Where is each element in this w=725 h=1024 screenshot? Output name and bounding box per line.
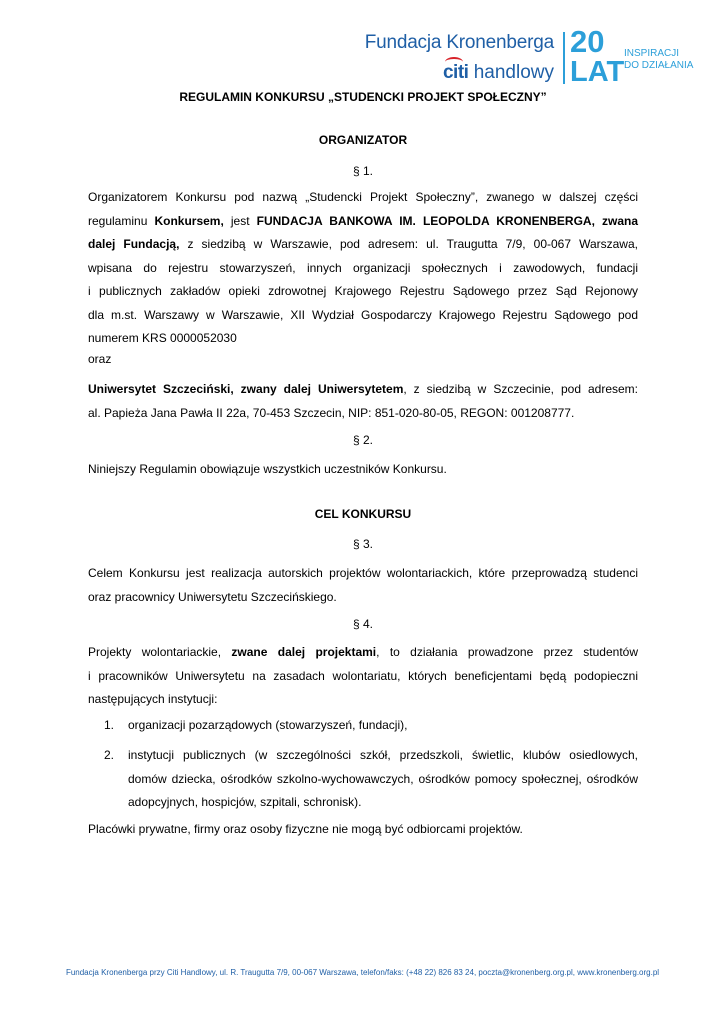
p1-line-5: i publicznych zakładów opieki zdrowotnej Krajowego Rejestru Sądowego przez Sąd Rejonowy	[88, 284, 638, 298]
document-title: REGULAMIN KONKURSU „STUDENCKI PROJEKT SPOŁECZNY”	[179, 90, 547, 104]
list-item: organizacji pozarządowych (stowarzyszeń, fundacji),	[128, 718, 408, 732]
list-item: instytucji publicznych (w szczególności szkół, przedszkoli, świetlic, klubów osiedlowych, domów dziecka, ośrodków szkolno-wychowawczych, ośrodków pomocy społecznej, ośrodków adopcyjnych, hospicjów, szpitali, schronisk).	[128, 748, 638, 809]
logo-tagline: INSPIRACJI DO DZIAŁANIA	[624, 48, 694, 71]
logo-text-block	[365, 30, 554, 86]
section-heading-organizator: ORGANIZATOR	[318, 133, 408, 147]
p3-line-1: Celem Konkursu jest realizacja autorskich projektów wolontariackich, które przeprowadzą studenci	[88, 566, 638, 580]
p1-line-3: dalej Fundacją, z siedzibą w Warszawie, pod adresem: ul. Traugutta 7/9, 00-067 Warszawa,	[88, 237, 638, 251]
paragraph-3	[88, 562, 638, 609]
p1-line-4: wpisana do rejestru stowarzyszeń, innych organizacji społecznych i zawodowych, fundacji	[88, 260, 638, 275]
logo-citi-handlowy	[365, 60, 554, 86]
paragraph-mark-4: § 4.	[352, 617, 373, 631]
p3-line-2: oraz pracownicy Uniwersytetu Szczecińskiego.	[88, 589, 337, 604]
paragraph-mark-3: § 3.	[352, 537, 373, 551]
p1-line-6: dla m.st. Warszawy w Warszawie, XII Wydział Gospodarczy Krajowego Rejestru Sądowego pod	[88, 307, 638, 322]
univ-line-2: al. Papieża Jana Pawła II 22a, 70-453 Szczecin, NIP: 851-020-80-05, REGON: 001208777.	[88, 405, 575, 420]
logo-handlowy: handlowy	[473, 62, 554, 83]
paragraph-mark-2: § 2.	[352, 433, 373, 447]
paragraph-1	[88, 186, 638, 351]
logo-20: 20	[570, 24, 605, 59]
logo-divider	[563, 32, 565, 84]
citi-wordmark: citi	[443, 62, 468, 83]
paragraph-2: Niniejszy Regulamin obowiązuje wszystkich uczestników Konkursu.	[88, 462, 447, 476]
list-number: 2.	[104, 748, 115, 762]
list-number: 1.	[104, 718, 115, 732]
section-heading-cel: CEL KONKURSU	[314, 507, 412, 521]
citi-arc-icon	[445, 57, 463, 67]
header-logo	[364, 24, 712, 88]
p1-line-1: Organizatorem Konkursu pod nazwą „Studencki Projekt Społeczny”, zwanego w dalszej części	[88, 190, 638, 204]
p4-line-2: i pracowników Uniwersytetu na zasadach wolontariatu, których beneficjentami będą podopieczni	[88, 668, 638, 683]
p1-line-7: numerem KRS 0000052030	[88, 331, 237, 345]
p4-line-1: Projekty wolontariackie, zwane dalej projektami, to działania prowadzone przez studentów	[88, 645, 638, 659]
paragraph-4	[88, 641, 638, 712]
closing-paragraph: Placówki prywatne, firmy oraz osoby fizyczne nie mogą być odbiorcami projektów.	[88, 822, 523, 836]
university-paragraph	[88, 378, 638, 425]
logo-fundacja-kronenberga: Fundacja Kronenberga	[364, 32, 554, 53]
logo-lat: LAT	[570, 56, 625, 88]
paragraph-mark-1: § 1.	[352, 164, 373, 178]
univ-line-1: Uniwersytet Szczeciński, zwany dalej Uniwersytetem, z siedzibą w Szczecinie, pod adresem:	[88, 382, 639, 396]
page-footer: Fundacja Kronenberga przy Citi Handlowy, ul. R. Traugutta 7/9, 00-067 Warszawa, telefon/faks: (+48 22) 826 83 24, poczta@kronenberg.org.pl, www.kronenberg.org.pl	[65, 968, 660, 977]
p1-line-2: regulaminu Konkursem, jest FUNDACJA BANKOWA IM. LEOPOLDA KRONENBERGA, zwana	[88, 213, 639, 228]
p4-line-3: następujących instytucji:	[88, 692, 218, 706]
oraz-text: oraz	[88, 352, 112, 366]
